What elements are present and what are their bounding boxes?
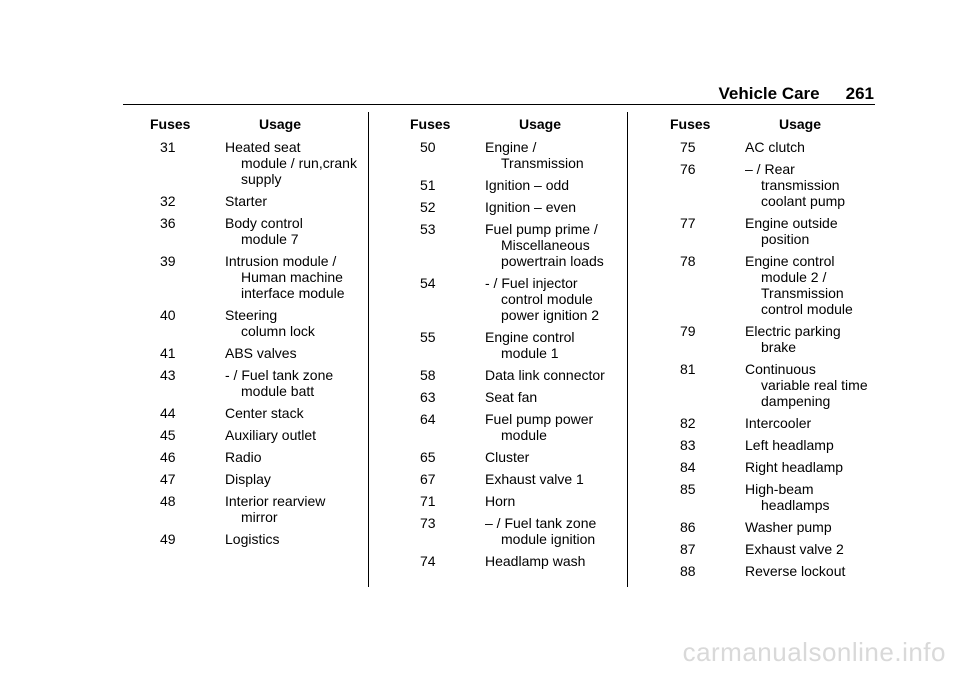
fuse-usage [225,449,365,465]
usage-line: Heated seat [225,139,301,155]
usage-line: Ignition – odd [485,177,570,193]
usage-line: position [761,231,810,247]
usage-line: Washer pump [745,519,832,535]
fuse-number: 79 [680,323,696,339]
usage-line: Steering [225,307,278,323]
usage-line: module batt [241,383,315,399]
usage-line: - / Fuel injector [485,275,578,291]
table-row [410,515,625,547]
fuse-number: 32 [160,193,176,209]
usage-line: powertrain loads [501,253,604,269]
table-row [410,199,625,215]
fuse-number: 54 [420,275,436,291]
usage-line: Starter [225,193,268,209]
table-row [670,323,875,355]
table-row [150,139,365,187]
fuse-usage [225,307,365,339]
fuse-number: 67 [420,471,436,487]
table-row [670,415,875,431]
usage-line: control module [761,301,853,317]
usage-line: Miscellaneous [501,237,590,253]
usage-line: module ignition [501,531,596,547]
table-row [670,437,875,453]
table-row [410,177,625,193]
usage-line: power ignition 2 [501,307,600,323]
usage-line: Exhaust valve 1 [485,471,584,487]
fuse-number: 84 [680,459,696,475]
fuse-usage [485,139,625,171]
table-row [150,405,365,421]
usage-line: - / Fuel tank zone [225,367,334,383]
usage-line: Exhaust valve 2 [745,541,844,557]
table-row [150,345,365,361]
usage-line: Human machine [241,269,343,285]
column-divider-1 [368,112,369,587]
usage-line: Ignition – even [485,199,577,215]
fuse-number: 50 [420,139,436,155]
usage-line: Logistics [225,531,280,547]
fuse-usage [745,563,875,579]
fuse-usage [225,405,365,421]
fuse-number: 45 [160,427,176,443]
fuse-number: 55 [420,329,436,345]
table-row [670,215,875,247]
fuse-usage [485,389,625,405]
table-row [670,563,875,579]
section-title: Vehicle Care [718,84,820,103]
usage-line: Headlamp wash [485,553,586,569]
table-row [410,389,625,405]
usage-line: Fuel pump prime / [485,221,598,237]
fuse-number: 78 [680,253,696,269]
usage-line: transmission [761,177,840,193]
fuse-usage [485,553,625,569]
fuse-usage [745,459,875,475]
fuse-number: 46 [160,449,176,465]
table-row [150,253,365,301]
fuse-number: 87 [680,541,696,557]
fuse-number: 52 [420,199,436,215]
fuse-usage [485,275,625,323]
fuse-usage [745,215,875,247]
fuses-column-header: Fuses [670,116,711,132]
usage-line: Transmission [501,155,584,171]
usage-line: Cluster [485,449,530,465]
usage-column-header: Usage [778,116,822,132]
fuse-usage [485,471,625,487]
fuse-usage [225,367,365,399]
usage-line: Intercooler [745,415,812,431]
fuse-number: 53 [420,221,436,237]
usage-column-header: Usage [518,116,562,132]
table-row [150,449,365,465]
usage-line: Engine control [485,329,575,345]
fuse-number: 82 [680,415,696,431]
fuse-number: 73 [420,515,436,531]
fuse-usage [745,541,875,557]
fuse-usage [485,329,625,361]
usage-line: Engine / [485,139,537,155]
usage-line: Fuel pump power [485,411,594,427]
table-row [150,531,365,547]
usage-line: module 1 [501,345,559,361]
table-row [150,427,365,443]
table-row [670,161,875,209]
usage-line: AC clutch [745,139,805,155]
usage-line: ABS valves [225,345,297,361]
table-row [410,411,625,443]
fuse-number: 58 [420,367,436,383]
fuse-number: 44 [160,405,176,421]
table-row [150,307,365,339]
fuse-number: 88 [680,563,696,579]
fuse-number: 51 [420,177,436,193]
usage-line: control module [501,291,593,307]
usage-line: Center stack [225,405,304,421]
fuse-number: 41 [160,345,176,361]
usage-line: module [501,427,547,443]
fuse-usage [485,177,625,193]
fuse-usage [225,471,365,487]
usage-line: Seat fan [485,389,538,405]
fuse-usage [745,481,875,513]
usage-line: module / run,crank [241,155,357,171]
fuse-number: 49 [160,531,176,547]
fuse-table-column-1 [150,116,365,553]
fuse-usage [745,415,875,431]
table-row [410,275,625,323]
fuse-usage [225,215,365,247]
usage-line: Electric parking [745,323,841,339]
table-header [670,116,875,132]
fuse-usage [225,139,365,187]
table-row [150,471,365,487]
fuse-usage [225,531,365,547]
fuse-usage [485,221,625,269]
usage-line: headlamps [761,497,830,513]
fuses-column-header: Fuses [150,116,191,132]
usage-line: dampening [761,393,831,409]
fuse-usage [745,323,875,355]
table-row [670,519,875,535]
usage-line: Continuous [745,361,816,377]
usage-line: module 7 [241,231,299,247]
fuse-usage [745,161,875,209]
fuse-usage [225,193,365,209]
watermark: carmanualsonline.info [682,637,946,667]
fuse-usage [485,515,625,547]
fuses-column-header: Fuses [410,116,451,132]
fuse-usage [745,437,875,453]
usage-line: mirror [241,509,278,525]
table-row [410,221,625,269]
usage-line: brake [761,339,797,355]
fuse-usage [745,361,875,409]
usage-line: Display [225,471,271,487]
fuse-number: 74 [420,553,436,569]
usage-line: Auxiliary outlet [225,427,317,443]
header-rule [123,104,875,105]
fuse-number: 75 [680,139,696,155]
usage-line: Right headlamp [745,459,844,475]
fuse-number: 31 [160,139,176,155]
fuse-usage [745,253,875,317]
page-number: 261 [845,84,874,103]
usage-line: Reverse lockout [745,563,846,579]
table-row [410,367,625,383]
usage-line: module 2 / [761,269,827,285]
table-row [150,493,365,525]
usage-line: variable real time [761,377,868,393]
page-header [719,84,875,104]
usage-line: Horn [485,493,516,509]
fuse-number: 65 [420,449,436,465]
fuse-number: 43 [160,367,176,383]
usage-line: interface module [241,285,345,301]
usage-line: Left headlamp [745,437,834,453]
fuse-usage [745,519,875,535]
usage-line: coolant pump [761,193,846,209]
fuse-number: 64 [420,411,436,427]
table-row [670,361,875,409]
usage-line: Body control [225,215,303,231]
usage-line: Interior rearview [225,493,326,509]
usage-line: Engine control [745,253,835,269]
fuse-number: 63 [420,389,436,405]
table-row [670,459,875,475]
table-row [410,493,625,509]
usage-line: Data link connector [485,367,605,383]
table-row [150,215,365,247]
fuse-number: 83 [680,437,696,453]
fuse-usage [225,493,365,525]
fuse-number: 48 [160,493,176,509]
table-row [150,367,365,399]
fuse-table-column-3 [670,116,875,585]
usage-line: Engine outside [745,215,838,231]
table-row [670,541,875,557]
fuse-usage [485,411,625,443]
fuse-number: 81 [680,361,696,377]
fuse-number: 77 [680,215,696,231]
fuse-usage [225,345,365,361]
usage-line: column lock [241,323,315,339]
usage-line: – / Fuel tank zone [485,515,597,531]
fuse-usage [485,367,625,383]
table-row [410,449,625,465]
table-row [410,471,625,487]
usage-line: supply [241,171,282,187]
usage-line: Intrusion module / [225,253,337,269]
fuse-usage [485,449,625,465]
usage-column-header: Usage [258,116,302,132]
table-row [410,329,625,361]
fuse-number: 40 [160,307,176,323]
fuse-usage [745,139,875,155]
usage-line: High-beam [745,481,814,497]
table-row [670,139,875,155]
fuse-usage [225,427,365,443]
usage-line: – / Rear [745,161,795,177]
table-row [410,553,625,569]
fuse-usage [485,199,625,215]
table-header [410,116,625,132]
table-row [410,139,625,171]
table-row [670,481,875,513]
table-header [150,116,365,132]
usage-line: Radio [225,449,262,465]
fuse-number: 71 [420,493,436,509]
fuse-number: 76 [680,161,696,177]
fuse-number: 39 [160,253,176,269]
usage-line: Transmission [761,285,844,301]
fuse-number: 85 [680,481,696,497]
table-row [670,253,875,317]
column-divider-2 [627,112,628,587]
fuse-number: 86 [680,519,696,535]
table-row [150,193,365,209]
fuse-usage [485,493,625,509]
fuse-number: 36 [160,215,176,231]
fuse-table-column-2 [410,116,625,575]
fuse-usage [225,253,365,301]
fuse-number: 47 [160,471,176,487]
